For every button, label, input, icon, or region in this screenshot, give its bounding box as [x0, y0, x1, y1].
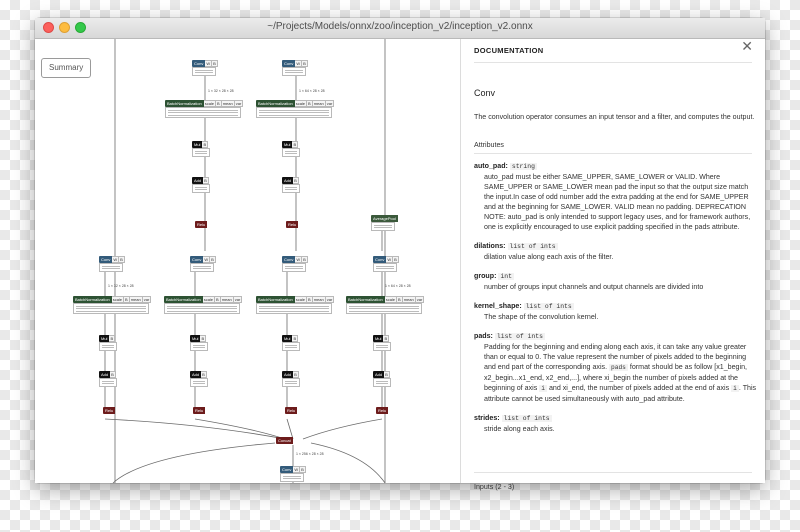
mul-node[interactable] — [282, 141, 300, 157]
node-param: B — [201, 336, 205, 341]
node-param: B — [308, 297, 311, 302]
conv-node[interactable] — [282, 60, 308, 76]
node-param: W — [296, 257, 301, 262]
inline-code: i — [541, 385, 545, 392]
node-param: B — [308, 101, 311, 106]
node-param: W — [387, 257, 392, 262]
attribute-name: kernel_shape: — [474, 302, 522, 310]
node-op-label: Mul — [375, 336, 382, 341]
relu-node[interactable] — [103, 407, 115, 414]
attribute-type: list of ints — [496, 333, 543, 340]
node-op-label: Relu — [288, 222, 297, 227]
node-param: B — [303, 61, 306, 66]
node-op-label: BatchNormalization — [75, 297, 110, 302]
attribute-name: strides: — [474, 414, 500, 422]
node-param: W — [294, 467, 299, 472]
attribute-type: list of ints — [503, 415, 550, 422]
node-param: scale — [295, 101, 306, 106]
node-op-label: Mul — [101, 336, 108, 341]
relu-node[interactable] — [376, 407, 388, 414]
node-op-label: Relu — [195, 408, 204, 413]
node-op-label: Conv — [192, 257, 202, 262]
add-node[interactable] — [282, 177, 300, 193]
attribute-group — [474, 271, 759, 292]
node-param: var — [416, 297, 423, 302]
graph-canvas[interactable] — [35, 39, 460, 483]
node-param: var — [235, 101, 242, 106]
node-param: B — [216, 297, 219, 302]
node-op-label: Conv — [284, 61, 294, 66]
node-param: B — [217, 101, 220, 106]
node-op-label: AveragePool — [373, 216, 396, 221]
conv-node[interactable] — [280, 466, 306, 482]
relu-node[interactable] — [286, 221, 298, 228]
attribute-description — [474, 342, 759, 404]
attribute-description: auto_pad must be either SAME_UPPER, SAME_LOWER or VALID. Where SAME_UPPER or SAME_LOWER mean pad the input so that the output size match the input.In case of odd number add the extra padding at the end for SAME_UPPER and at the beginning for SAME_LOWER. VALID mean no padding. DEPRECATION NOTE: auto_pad is only intended to support legacy uses, and for framework authors, one is explicitly encouraged to use explicit padding specified in the pads attribute. — [484, 173, 751, 231]
node-param: B — [202, 372, 205, 377]
mul-node[interactable] — [190, 335, 208, 351]
attribute-dilations — [474, 241, 759, 262]
node-param: var — [143, 297, 150, 302]
node-param: mean — [130, 297, 141, 302]
node-param: scale — [204, 101, 215, 106]
app-window — [35, 18, 765, 491]
node-param: var — [234, 297, 241, 302]
node-param: B — [120, 257, 123, 262]
node-op-label: Add — [284, 178, 292, 183]
attribute-name: group: — [474, 272, 497, 280]
node-param: B — [203, 142, 207, 147]
node-op-label: Conv — [282, 467, 292, 472]
attribute-description: The shape of the convolution kernel. — [484, 313, 599, 321]
node-op-label: Relu — [105, 408, 114, 413]
batchnorm-node[interactable] — [165, 100, 243, 118]
node-op-label: BatchNormalization — [348, 297, 383, 302]
attribute-list — [474, 161, 759, 443]
node-op-label: BatchNormalization — [166, 297, 201, 302]
attribute-name: pads: — [474, 332, 493, 340]
inputs-heading: Inputs (2 - 3) — [474, 483, 515, 491]
edge-shape-label: 1 × 32 × 28 × 28 — [108, 284, 134, 288]
node-param: scale — [295, 297, 306, 302]
add-node[interactable] — [373, 371, 391, 387]
add-node[interactable] — [190, 371, 208, 387]
node-param: W — [204, 257, 209, 262]
description-text: Padding for the beginning and ending along each axis, it can take any value greater than or equal to 0. The value represent the number of pixels added to the beginning and end part of the corresponding axis. — [484, 343, 747, 371]
node-op-label: Concat — [278, 438, 291, 443]
batchnorm-node[interactable] — [346, 296, 424, 314]
conv-node[interactable] — [373, 256, 399, 272]
node-op-label: Add — [284, 372, 292, 377]
node-op-label: BatchNormalization — [258, 101, 293, 106]
title-bar — [35, 18, 765, 39]
node-param: B — [384, 336, 388, 341]
edge-shape-label: 1 × 64 × 28 × 28 — [385, 284, 411, 288]
attribute-description: number of groups input channels and output channels are divided into — [484, 283, 704, 291]
node-op-label: Conv — [194, 61, 204, 66]
add-node[interactable] — [99, 371, 117, 387]
description-text: format should be as follow [x1_begin, x2_begin...x1_end, x2_end,...], where xi_begin the number of pixels added at the beginning of axis — [484, 363, 747, 392]
edge-shape-label: 1 × 32 × 28 × 28 — [208, 89, 234, 93]
node-op-label: Relu — [197, 222, 206, 227]
attribute-description: dilation value along each axis of the filter. — [484, 253, 614, 261]
attribute-strides — [474, 413, 759, 434]
divider — [474, 472, 752, 473]
node-op-label: Mul — [284, 336, 291, 341]
node-param: B — [204, 178, 207, 183]
conv-node[interactable] — [282, 256, 308, 272]
node-param: mean — [403, 297, 414, 302]
node-param: mean — [221, 297, 232, 302]
divider — [474, 62, 752, 63]
description-text: and xi_end, the number of pixels added at the end of axis — [548, 384, 730, 392]
node-op-label: Conv — [284, 257, 294, 262]
attribute-kernel-shape — [474, 301, 759, 322]
node-param: B — [111, 372, 114, 377]
operator-name: Conv — [474, 88, 496, 98]
edge-shape-label: 1 × 256 × 28 × 28 — [296, 452, 324, 456]
add-node[interactable] — [192, 177, 210, 193]
node-param: B — [385, 372, 388, 377]
node-param: mean — [313, 101, 324, 106]
averagepool-node[interactable] — [371, 215, 398, 231]
node-op-label: Mul — [194, 142, 201, 147]
conv-node[interactable] — [190, 256, 216, 272]
node-param: B — [211, 257, 214, 262]
batchnorm-node[interactable] — [164, 296, 242, 314]
operator-description: The convolution operator consumes an input tensor and a filter, and computes the output. — [474, 113, 755, 121]
node-op-label: Conv — [375, 257, 385, 262]
conv-node[interactable] — [192, 60, 218, 76]
description-text: . This attribute cannot be used simultaneously with auto_pad attribute. — [484, 384, 757, 403]
attribute-type: int — [500, 273, 512, 280]
attribute-auto-pad — [474, 161, 759, 232]
node-param: W — [113, 257, 118, 262]
node-param: B — [394, 257, 397, 262]
documentation-header: DOCUMENTATION — [474, 46, 544, 55]
node-op-label: Mul — [192, 336, 199, 341]
node-op-label: Conv — [101, 257, 111, 262]
node-param: W — [296, 61, 301, 66]
node-param: B — [110, 336, 114, 341]
node-param: B — [125, 297, 128, 302]
attribute-name: dilations: — [474, 242, 506, 250]
relu-node[interactable] — [195, 221, 207, 228]
node-op-label: Add — [194, 178, 202, 183]
node-op-label: Relu — [287, 408, 296, 413]
node-param: mean — [222, 101, 233, 106]
node-param: W — [206, 61, 211, 66]
batchnorm-node[interactable] — [256, 296, 334, 314]
node-op-label: Relu — [378, 408, 387, 413]
summary-button[interactable]: Summary — [41, 58, 91, 78]
window-title: ~/Projects/Models/onnx/zoo/inception_v2/inception_v2.onnx — [267, 21, 533, 32]
add-node[interactable] — [282, 371, 300, 387]
attribute-type: list of ints — [525, 303, 572, 310]
close-icon[interactable]: ✕ — [741, 38, 753, 54]
mul-node[interactable] — [99, 335, 117, 351]
node-op-label: BatchNormalization — [258, 297, 293, 302]
node-op-label: Mul — [284, 142, 291, 147]
node-param: B — [301, 467, 304, 472]
attribute-name: auto_pad: — [474, 162, 508, 170]
attributes-heading: Attributes — [474, 141, 504, 149]
node-param: B — [398, 297, 401, 302]
node-op-label: Add — [192, 372, 200, 377]
node-param: scale — [203, 297, 214, 302]
node-op-label: BatchNormalization — [167, 101, 202, 106]
node-param: scale — [112, 297, 123, 302]
concat-node[interactable] — [276, 437, 293, 444]
node-param: var — [326, 297, 333, 302]
mul-node[interactable] — [192, 141, 210, 157]
node-param: B — [213, 61, 216, 66]
documentation-panel — [460, 38, 765, 491]
node-param: B — [293, 336, 297, 341]
attribute-type: list of ints — [509, 243, 556, 250]
conv-node[interactable] — [99, 256, 125, 272]
node-param: B — [303, 257, 306, 262]
batchnorm-node[interactable] — [256, 100, 334, 118]
inline-code: i — [733, 385, 737, 392]
node-param: B — [294, 372, 297, 377]
node-param: B — [294, 178, 297, 183]
relu-node[interactable] — [193, 407, 205, 414]
mul-node[interactable] — [282, 335, 300, 351]
node-param: var — [326, 101, 333, 106]
node-param: scale — [385, 297, 396, 302]
mul-node[interactable] — [373, 335, 391, 351]
divider — [474, 153, 752, 154]
node-op-label: Add — [101, 372, 109, 377]
edge-shape-label: 1 × 64 × 28 × 28 — [299, 89, 325, 93]
node-op-label: Add — [375, 372, 383, 377]
node-param: B — [293, 142, 297, 147]
inline-code: pads — [611, 364, 626, 371]
node-param: mean — [313, 297, 324, 302]
batchnorm-node[interactable] — [73, 296, 151, 314]
attribute-description: stride along each axis. — [484, 425, 555, 433]
attribute-type: string — [511, 163, 535, 170]
relu-node[interactable] — [285, 407, 297, 414]
attribute-pads — [474, 331, 759, 404]
